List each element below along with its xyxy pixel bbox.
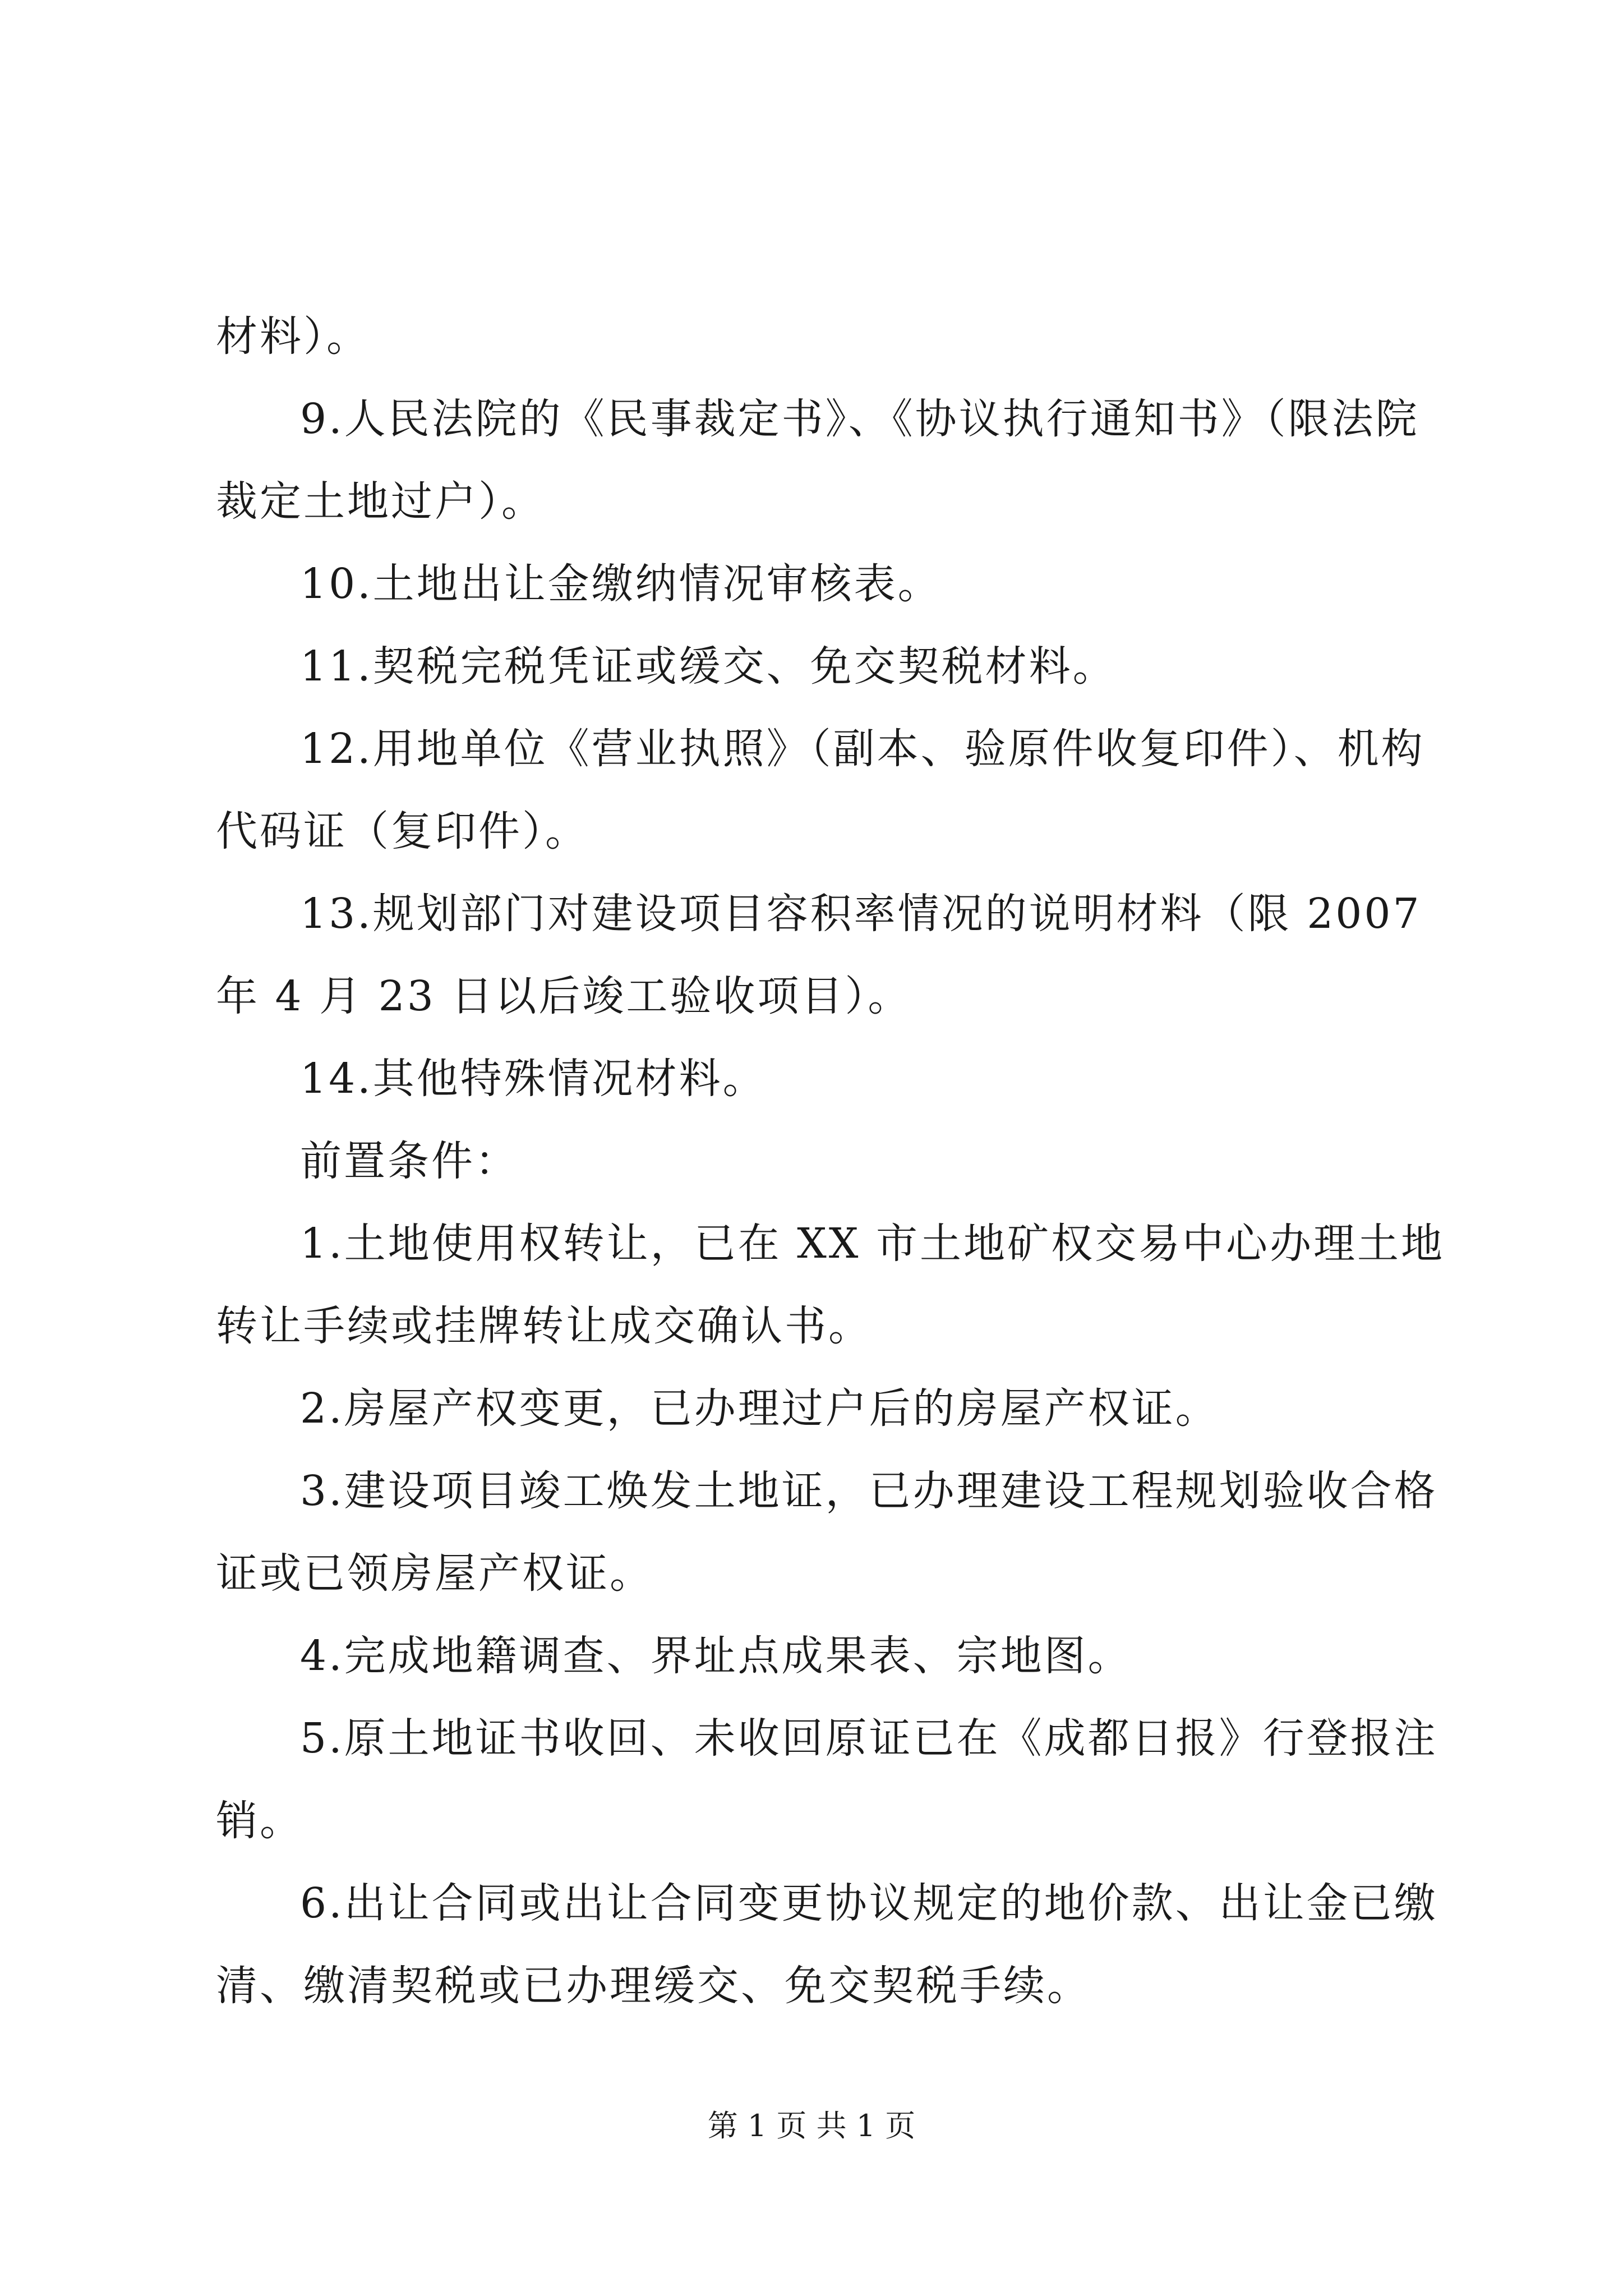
text-line-item-12-cont: 代码证（复印件）。 bbox=[216, 807, 589, 855]
text-line-item-9: 9.人民法院的《民事裁定书》、《协议执行通知书》（限法院 bbox=[300, 395, 1419, 443]
page-footer: 第 1 页 共 1 页 bbox=[707, 2108, 916, 2143]
text-line-item-11: 11.契税完税凭证或缓交、免交契税材料。 bbox=[300, 642, 1117, 691]
text-line-precondition-2: 2.房屋产权变更，已办理过户后的房屋产权证。 bbox=[300, 1384, 1219, 1433]
text-line-precondition-3-cont: 证或已领房屋产权证。 bbox=[216, 1549, 653, 1598]
text-line-precondition-5: 5.原土地证书收回、未收回原证已在《成都日报》行登报注 bbox=[300, 1714, 1438, 1763]
text-line-precondition-6: 6.出让合同或出让合同变更协议规定的地价款、出让金已缴 bbox=[300, 1879, 1438, 1927]
text-line-item-10: 10.土地出让金缴纳情况审核表。 bbox=[300, 560, 942, 608]
text-line-item-13-cont: 年 4 月 23 日以后竣工验收项目）。 bbox=[216, 972, 912, 1020]
text-line-precondition-3: 3.建设项目竣工焕发土地证，已办理建设工程规划验收合格 bbox=[300, 1467, 1438, 1515]
text-line-item-14: 14.其他特殊情况材料。 bbox=[300, 1055, 767, 1103]
text-line-precondition-1-cont: 转让手续或挂牌转让成交确认书。 bbox=[216, 1302, 872, 1350]
text-line-item-13: 13.规划部门对建设项目容积率情况的说明材料（限 2007 bbox=[300, 890, 1422, 938]
text-line-precondition-6-cont: 清、缴清契税或已办理缓交、免交契税手续。 bbox=[216, 1962, 1091, 2010]
text-line-item-12: 12.用地单位《营业执照》（副本、验原件收复印件）、机构 bbox=[300, 725, 1425, 773]
text-line-precondition-4: 4.完成地籍调查、界址点成果表、宗地图。 bbox=[300, 1632, 1132, 1680]
section-heading-preconditions: 前置条件： bbox=[300, 1137, 519, 1185]
text-line-precondition-1: 1.土地使用权转让，已在 XX 市土地矿权交易中心办理土地 bbox=[300, 1220, 1445, 1268]
text-line-continuation: 材料）。 bbox=[216, 312, 370, 361]
text-line-precondition-5-cont: 销。 bbox=[216, 1797, 303, 1845]
text-line-item-9-cont: 裁定土地过户）。 bbox=[216, 477, 545, 526]
